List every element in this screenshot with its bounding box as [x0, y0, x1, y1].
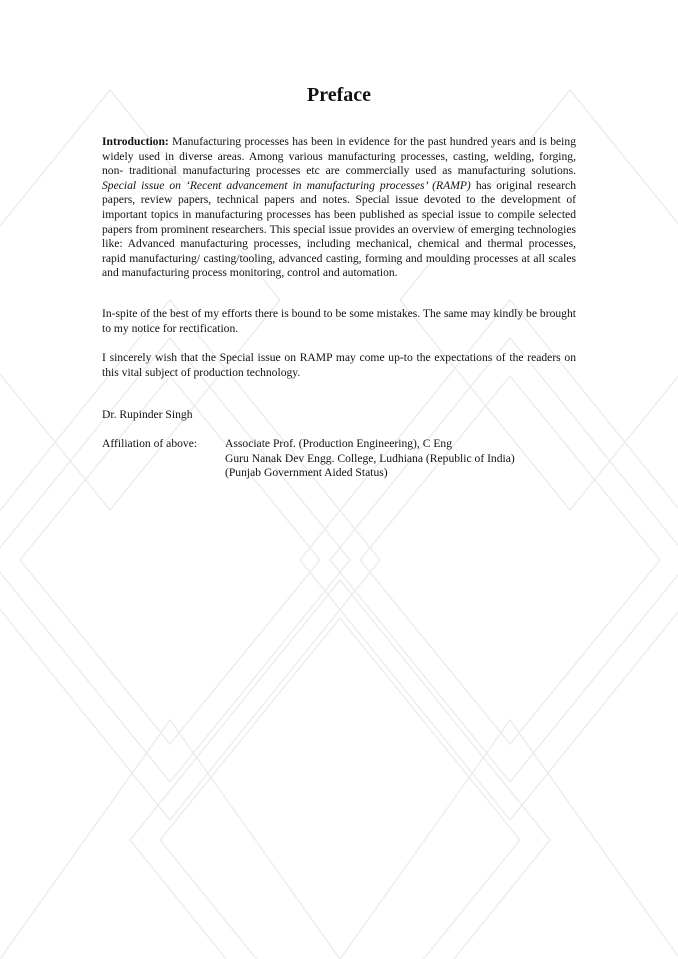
introduction-lead: Introduction:	[102, 135, 169, 148]
errata-paragraph: In-spite of the best of my efforts there is bound to be some mistakes. The same may kindly be brought to my notice for rectification.	[102, 307, 576, 335]
special-issue-title: Special issue on ‘Recent advancement in manufacturing processes’ (RAMP)	[102, 178, 471, 192]
introduction-paragraph	[102, 135, 576, 281]
introduction-text-1: Manufacturing processes has been in evidence for the past hundred years and is being widely used in diverse areas. Among various manufacturing processes, casting, welding, forging, non- traditional manufacturing processes etc are commercially used as manufacturing solutions.	[102, 135, 576, 178]
affiliation-line: Guru Nanak Dev Engg. College, Ludhiana (Republic of India)	[225, 451, 515, 465]
affiliation-details	[225, 437, 515, 481]
affiliation-label: Affiliation of above:	[102, 437, 198, 450]
author-signature: Dr. Rupinder Singh	[102, 408, 193, 421]
introduction-text-2: has original research papers, review papers, technical papers and notes. Special issue devoted to the development of important topics in manufacturing processes has been published as special issue to compile selected papers from prominent researchers. This special issue provides an overview of emerging technologies like: Advanced manufacturing processes, including mechanical, chemical and thermal processes, rapid manufacturing/ casting/tooling, advanced casting, forming and moulding processes at all scales and manufacturing process monitoring, control and automation.	[102, 178, 576, 280]
closing-paragraph: I sincerely wish that the Special issue on RAMP may come up-to the expectations of the readers on this vital subject of production technology.	[102, 351, 576, 379]
affiliation-line: Associate Prof. (Production Engineering), C Eng	[225, 437, 453, 450]
affiliation-line: (Punjab Government Aided Status)	[225, 466, 388, 480]
page-title: Preface	[306, 84, 372, 106]
